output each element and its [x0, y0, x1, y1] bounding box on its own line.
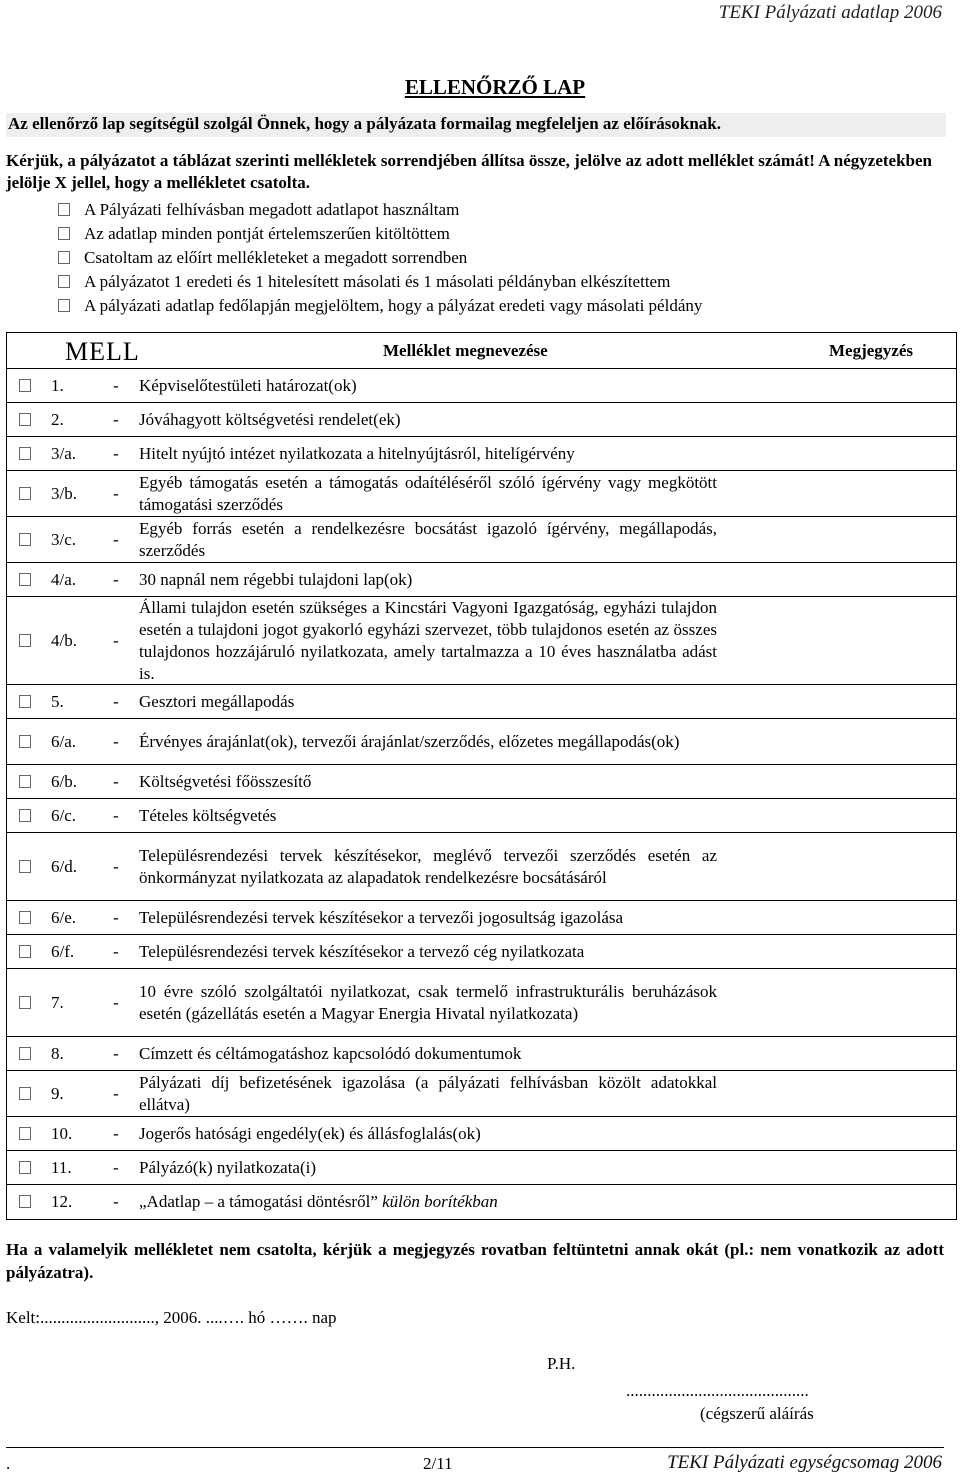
checkbox[interactable] — [19, 735, 31, 748]
row-dash: - — [113, 731, 119, 751]
table-row — [7, 799, 956, 833]
attachment-code: 6/e. — [51, 907, 77, 927]
checklist-item-label: A pályázatot 1 eredeti és 1 hitelesített másolati és 1 másolati példányban elkészítettem — [84, 272, 671, 291]
attachment-name — [139, 375, 717, 397]
attachment-name — [139, 805, 717, 827]
attachment-code: 6/b. — [51, 771, 77, 791]
row-dash: - — [113, 483, 119, 503]
row-dash: - — [113, 569, 119, 589]
attachment-code: 12. — [51, 1192, 73, 1211]
checkbox[interactable] — [19, 487, 31, 500]
checklist — [58, 199, 702, 319]
header-mell: MELL — [65, 337, 140, 366]
table-body — [7, 369, 956, 1219]
checkbox[interactable] — [58, 275, 70, 288]
attachments-table — [6, 332, 957, 1220]
attachment-name — [139, 1191, 717, 1213]
checkbox[interactable] — [19, 695, 31, 708]
table-row — [7, 901, 956, 935]
table-row — [7, 563, 956, 597]
attachment-name-text: Képviselőtestületi határozat(ok) — [139, 375, 357, 395]
table-row — [7, 1151, 956, 1185]
checkbox[interactable] — [58, 203, 70, 216]
checklist-item — [58, 295, 702, 319]
checkbox[interactable] — [58, 299, 70, 312]
row-checkbox-cell — [19, 483, 39, 505]
attachment-code: 6/a. — [51, 731, 77, 751]
table-header — [7, 333, 956, 369]
attachment-name-text: Tételes költségvetés — [139, 805, 277, 825]
row-dash: - — [113, 443, 119, 463]
attachment-code: 7. — [51, 992, 64, 1012]
row-checkbox-cell — [19, 771, 39, 793]
attachment-name — [139, 1123, 717, 1145]
table-row — [7, 471, 956, 517]
checklist-item — [58, 199, 702, 223]
page-number: 2/11 — [423, 1454, 453, 1473]
row-dash: - — [113, 1192, 119, 1211]
row-checkbox-cell — [19, 805, 39, 827]
row-dash: - — [113, 805, 119, 825]
attachment-name — [139, 1157, 717, 1179]
checkbox[interactable] — [58, 251, 70, 264]
row-dash: - — [113, 1083, 119, 1103]
attachment-code: 1. — [51, 375, 64, 395]
row-dash: - — [113, 630, 119, 650]
date-line[interactable]: Kelt:..........................., 2006. ....…. hó ……. nap — [6, 1308, 337, 1327]
attachment-name — [139, 731, 717, 753]
attachment-name-text: Állami tulajdon esetén szükséges a Kincstári Vagyoni Igazgatóság, egyházi tulajdon esetén a tulajdoni jogot gyakorló egyházi szervezet, több tulajdonos esetén az összes tulajdonos hozzájáruló nyilatkozata, amely tartalmazza a 10 éves használatba adást is. — [139, 597, 717, 683]
row-checkbox-cell — [19, 691, 39, 713]
checkbox[interactable] — [19, 1161, 31, 1174]
checkbox[interactable] — [19, 634, 31, 647]
header-name: Melléklet megnevezése — [383, 341, 548, 360]
attachment-name — [139, 941, 717, 963]
checklist-item — [58, 247, 702, 271]
attachment-name — [139, 1072, 717, 1116]
table-row — [7, 1037, 956, 1071]
table-row — [7, 1117, 956, 1151]
row-dash: - — [113, 856, 119, 876]
table-row — [7, 1185, 956, 1219]
table-row — [7, 597, 956, 685]
signature-label: (cégszerű aláírás — [700, 1404, 814, 1423]
table-row — [7, 403, 956, 437]
table-row — [7, 935, 956, 969]
attachment-name-text: Pályázati díj befizetésének igazolása (a pályázati felhívásban közölt adatokkal ellátva) — [139, 1072, 717, 1114]
table-row — [7, 1071, 956, 1117]
row-checkbox-cell — [19, 941, 39, 963]
table-row — [7, 517, 956, 563]
header-note: Megjegyzés — [829, 341, 914, 360]
attachment-name — [139, 771, 717, 793]
attachment-name-text: Egyéb forrás esetén a rendelkezésre bocsátást igazoló ígérvény, megállapodás, szerződés — [139, 518, 717, 560]
attachment-name — [139, 472, 717, 516]
checklist-item-label: Csatoltam az előírt mellékleteket a megadott sorrendben — [84, 248, 468, 267]
footer-dot: . — [6, 1454, 11, 1473]
attachment-code: 6/d. — [51, 856, 77, 876]
attachment-name-text: Hitelt nyújtó intézet nyilatkozata a hitelnyújtásról, hitelígérvény — [139, 443, 575, 463]
attachment-name — [139, 409, 717, 431]
row-dash: - — [113, 409, 119, 429]
table-row — [7, 369, 956, 403]
signature-line[interactable]: ........................................... — [626, 1381, 809, 1400]
row-dash: - — [113, 941, 119, 961]
attachment-name-text: Címzett és céltámogatáshoz kapcsolódó dokumentumok — [139, 1043, 522, 1063]
checkbox[interactable] — [19, 860, 31, 873]
row-checkbox-cell — [19, 731, 39, 753]
attachment-name-text: Jogerős hatósági engedély(ek) és állásfoglalás(ok) — [139, 1123, 481, 1143]
attachment-name-text: Érvényes árajánlat(ok), tervezői árajánlat/szerződés, előzetes megállapodás(ok) — [139, 731, 680, 751]
checkbox[interactable] — [19, 447, 31, 460]
attachment-code: 3/b. — [51, 483, 77, 503]
row-checkbox-cell — [19, 856, 39, 878]
attachment-code: 2. — [51, 409, 64, 429]
checklist-item-label: A pályázati adatlap fedőlapján megjelöltem, hogy a pályázat eredeti vagy másolati példány — [84, 296, 703, 315]
row-checkbox-cell — [19, 1191, 39, 1213]
row-checkbox-cell — [19, 907, 39, 929]
checkbox[interactable] — [58, 227, 70, 240]
table-row — [7, 437, 956, 471]
attachment-name — [139, 597, 717, 685]
row-checkbox-cell — [19, 569, 39, 591]
attachment-name — [139, 981, 717, 1025]
row-checkbox-cell — [19, 375, 39, 397]
checkbox[interactable] — [19, 413, 31, 426]
attachment-code: 5. — [51, 691, 64, 711]
attachment-name — [139, 907, 717, 929]
attachment-name — [139, 518, 717, 562]
attachment-name-text: 30 napnál nem régebbi tulajdoni lap(ok) — [139, 569, 413, 589]
attachment-code: 10. — [51, 1123, 73, 1143]
footer-title: TEKI Pályázati egységcsomag 2006 — [667, 1452, 942, 1473]
attachment-name-text: „Adatlap – a támogatási döntésről” — [139, 1192, 378, 1211]
attachment-name-text: Költségvetési főösszesítő — [139, 771, 312, 791]
attachment-name — [139, 1043, 717, 1065]
row-checkbox-cell — [19, 630, 39, 652]
checkbox[interactable] — [19, 911, 31, 924]
attachment-name-text: 10 évre szóló szolgáltatói nyilatkozat, csak termelő infrastrukturális beruházások esetén (gázellátás esetén a Magyar Energia Hivatal nyilatkozata) — [139, 981, 717, 1023]
row-checkbox-cell — [19, 1157, 39, 1179]
row-dash: - — [113, 1157, 119, 1177]
attachment-name-text: Jóváhagyott költségvetési rendelet(ek) — [139, 409, 401, 429]
row-dash: - — [113, 375, 119, 395]
attachment-code: 9. — [51, 1083, 64, 1103]
table-row — [7, 765, 956, 799]
row-checkbox-cell — [19, 1043, 39, 1065]
checkbox[interactable] — [19, 1087, 31, 1100]
row-dash: - — [113, 529, 119, 549]
row-dash: - — [113, 691, 119, 711]
checkbox[interactable] — [19, 1047, 31, 1060]
checklist-item — [58, 223, 702, 247]
table-row — [7, 833, 956, 901]
intro-note: Az ellenőrző lap segítségül szolgál Önnek, hogy a pályázata formailag megfeleljen az előírásoknak. — [6, 113, 946, 137]
checkbox[interactable] — [19, 533, 31, 546]
attachment-name-text: Településrendezési tervek készítésekor a tervező cég nyilatkozata — [139, 941, 585, 961]
row-dash: - — [113, 771, 119, 791]
stamp-label: P.H. — [547, 1354, 576, 1373]
footer-divider — [6, 1447, 944, 1448]
attachment-code: 11. — [51, 1157, 72, 1177]
checkbox[interactable] — [19, 996, 31, 1009]
attachment-name-text: Gesztori megállapodás — [139, 691, 295, 711]
checkbox[interactable] — [19, 379, 31, 392]
attachment-name-text: Egyéb támogatás esetén a támogatás odaítéléséről szóló ígérvény vagy megkötött támogatási szerződés — [139, 472, 717, 514]
table-row — [7, 719, 956, 765]
checkbox[interactable] — [19, 945, 31, 958]
checklist-item-label: A Pályázati felhívásban megadott adatlapot használtam — [84, 200, 460, 219]
row-dash: - — [113, 907, 119, 927]
row-checkbox-cell — [19, 992, 39, 1014]
table-row — [7, 685, 956, 719]
checkbox[interactable] — [19, 573, 31, 586]
row-dash: - — [113, 1043, 119, 1063]
checkbox[interactable] — [19, 775, 31, 788]
page-title: ELLENŐRZŐ LAP — [404, 75, 586, 99]
table-row — [7, 969, 956, 1037]
attachment-code: 3/c. — [51, 529, 77, 549]
row-dash: - — [113, 992, 119, 1012]
checkbox[interactable] — [19, 1195, 31, 1208]
attachment-code: 3/a. — [51, 443, 77, 463]
row-checkbox-cell — [19, 409, 39, 431]
attachment-name-note: külön borítékban — [382, 1192, 498, 1211]
checklist-item-label: Az adatlap minden pontját értelemszerűen kitöltöttem — [84, 224, 450, 243]
attachment-code: 6/f. — [51, 941, 75, 961]
attachment-name — [139, 845, 717, 889]
attachment-code: 8. — [51, 1043, 64, 1063]
attachment-name-text: Településrendezési tervek készítésekor a tervezői jogosultság igazolása — [139, 907, 624, 927]
attachment-name — [139, 569, 717, 591]
checklist-item — [58, 271, 702, 295]
attachment-name-text: Pályázó(k) nyilatkozata(i) — [139, 1157, 317, 1177]
header-title: TEKI Pályázati adatlap 2006 — [718, 2, 942, 23]
row-dash: - — [113, 1123, 119, 1143]
row-checkbox-cell — [19, 1083, 39, 1105]
attachment-name-text: Településrendezési tervek készítésekor, meglévő tervezői szerződés esetén az önkormányzat nyilatkozata az alapadatok rendelkezésre bocsátásáról — [139, 845, 717, 887]
attachment-code: 6/c. — [51, 805, 77, 825]
instructions: Kérjük, a pályázatot a táblázat szerinti mellékletek sorrendjében állítsa össze, jelölve az adott melléklet számát! A négyzetekben jelölje X jellel, hogy a mellékletet csatolta. — [6, 151, 933, 192]
attachment-name — [139, 443, 717, 465]
footer-note: Ha a valamelyik mellékletet nem csatolta, kérjük a megjegyzés rovatban feltüntetni annak okát (pl.: nem vonatkozik az adott pályázatra). — [6, 1240, 944, 1282]
row-checkbox-cell — [19, 443, 39, 465]
checkbox[interactable] — [19, 809, 31, 822]
checkbox[interactable] — [19, 1127, 31, 1140]
row-checkbox-cell — [19, 529, 39, 551]
attachment-name — [139, 691, 717, 713]
attachment-code: 4/b. — [51, 630, 77, 650]
attachment-code: 4/a. — [51, 569, 77, 589]
row-checkbox-cell — [19, 1123, 39, 1145]
